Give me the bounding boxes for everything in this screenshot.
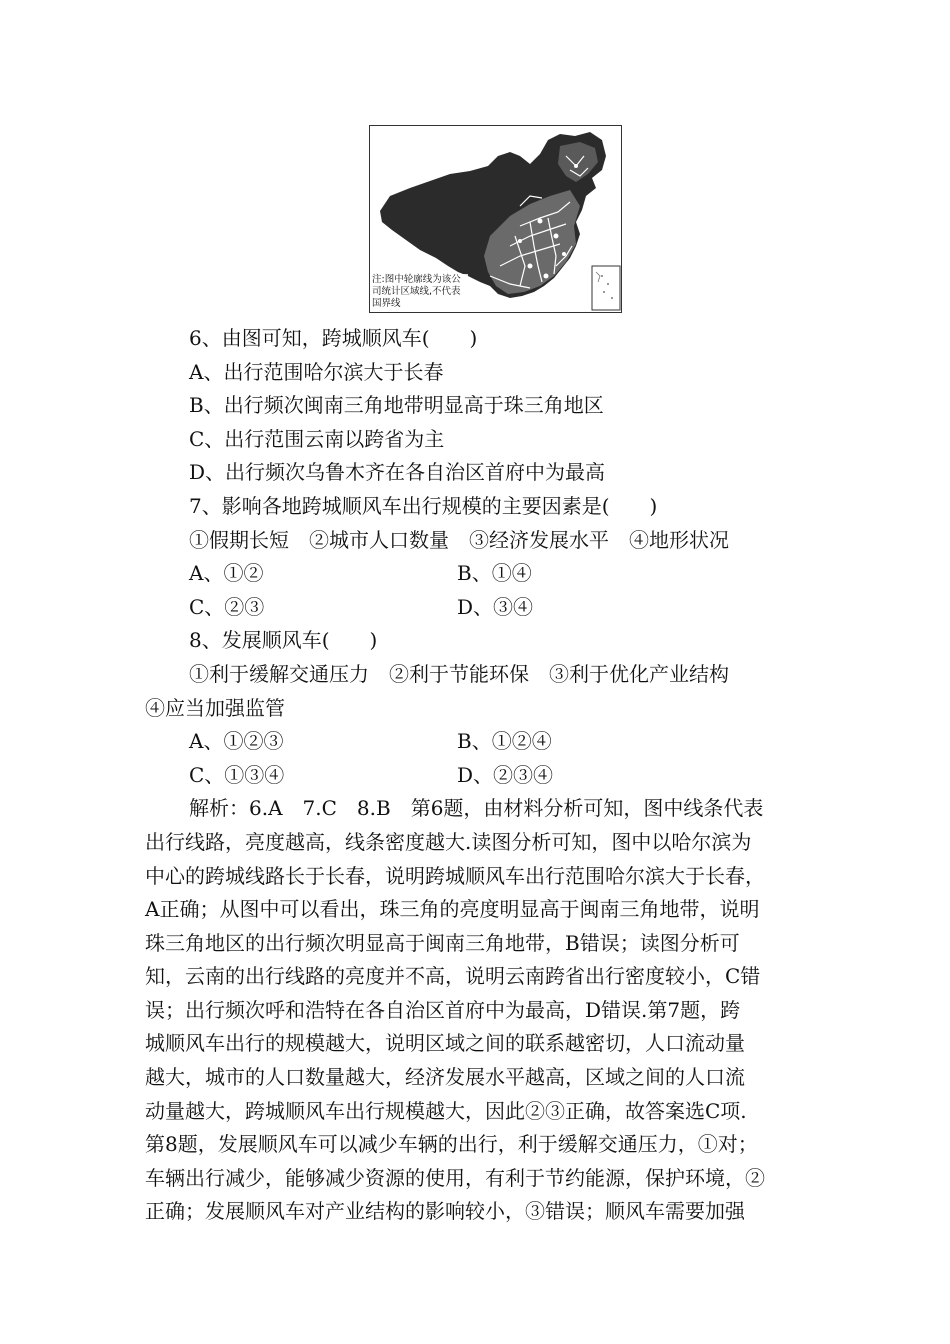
- q8-option-b: B、①②④: [457, 729, 552, 754]
- analysis-line: 第8题，发展顺风车可以减少车辆的出行，利于缓解交通压力，①对；: [145, 1132, 758, 1157]
- q8-option-c: C、①③④: [189, 762, 285, 787]
- analysis-line: 动量越大，跨城顺风车出行规模越大，因此②③正确，故答案选C项.: [145, 1098, 747, 1123]
- q8-option-d: D、②③④: [457, 762, 554, 787]
- analysis-line: 误；出行频次呼和浩特在各自治区首府中为最高，D错误.第7题，跨: [145, 997, 741, 1022]
- q8-stem: 8、发展顺风车( ): [189, 628, 378, 653]
- analysis-line: 珠三角地区的出行频次明显高于闽南三角地带，B错误；读图分析可: [145, 930, 740, 955]
- q6-option-d: D、出行频次乌鲁木齐在各自治区首府中为最高: [189, 460, 606, 485]
- q6-option-b: B、出行频次闽南三角地带明显高于珠三角地区: [189, 393, 604, 418]
- q6-option-c: C、出行范围云南以跨省为主: [189, 426, 445, 451]
- analysis-line: 知，云南的出行线路的亮度并不高，说明云南跨省出行密度较小，C错: [145, 964, 761, 989]
- map-note: 注:图中轮廓线为该公司统计区域线,不代表国界线: [372, 274, 468, 310]
- q7-items: ①假期长短 ②城市人口数量 ③经济发展水平 ④地形状况: [189, 527, 729, 552]
- q8-options-row-1: [145, 725, 825, 759]
- q6-stem: 6、由图可知，跨城顺风车( ): [189, 326, 478, 350]
- q7-options-row-1: [145, 557, 825, 591]
- q7-options-row-2: [145, 591, 825, 625]
- analysis-line: 正确；发展顺风车对产业结构的影响较小，③错误；顺风车需要加强: [145, 1199, 745, 1224]
- q7-option-b: B、①④: [457, 561, 532, 586]
- analysis-line: 越大，城市的人口数量越大，经济发展水平越高，区域之间的人口流: [145, 1065, 745, 1090]
- analysis-line: A正确；从图中可以看出，珠三角的亮度明显高于闽南三角地带，说明: [145, 897, 760, 922]
- q7-option-a: A、①②: [189, 561, 264, 586]
- analysis-line: 出行线路，亮度越高，线条密度越大.读图分析可知，图中以哈尔滨为: [145, 829, 752, 854]
- map-figure: [369, 125, 622, 313]
- analysis-line: 解析：6.A 7.C 8.B 第6题，由材料分析可知，图中线条代表: [189, 796, 764, 821]
- q8-option-a: A、①②③: [189, 729, 284, 754]
- analysis-line: 中心的跨城线路长于长春，说明跨城顺风车出行范围哈尔滨大于长春，: [145, 863, 765, 888]
- analysis-line: 车辆出行减少，能够减少资源的使用，有利于节约能源，保护环境，②: [145, 1165, 765, 1190]
- q8-items-line-1: ①利于缓解交通压力 ②利于节能环保 ③利于优化产业结构: [189, 661, 729, 686]
- analysis-line: 城顺风车出行的规模越大，说明区域之间的联系越密切，人口流动量: [145, 1031, 745, 1056]
- question-content: [145, 322, 825, 1229]
- analysis-paragraph: [145, 792, 825, 1229]
- q6-option-a: A、出行范围哈尔滨大于长春: [189, 359, 444, 384]
- q8-items-line-2: ④应当加强监管: [145, 695, 285, 720]
- q7-option-d: D、③④: [457, 594, 534, 619]
- q7-stem: 7、影响各地跨城顺风车出行规模的主要因素是( ): [189, 493, 658, 518]
- q8-options-row-2: [145, 759, 825, 793]
- q7-option-c: C、②③: [189, 594, 265, 619]
